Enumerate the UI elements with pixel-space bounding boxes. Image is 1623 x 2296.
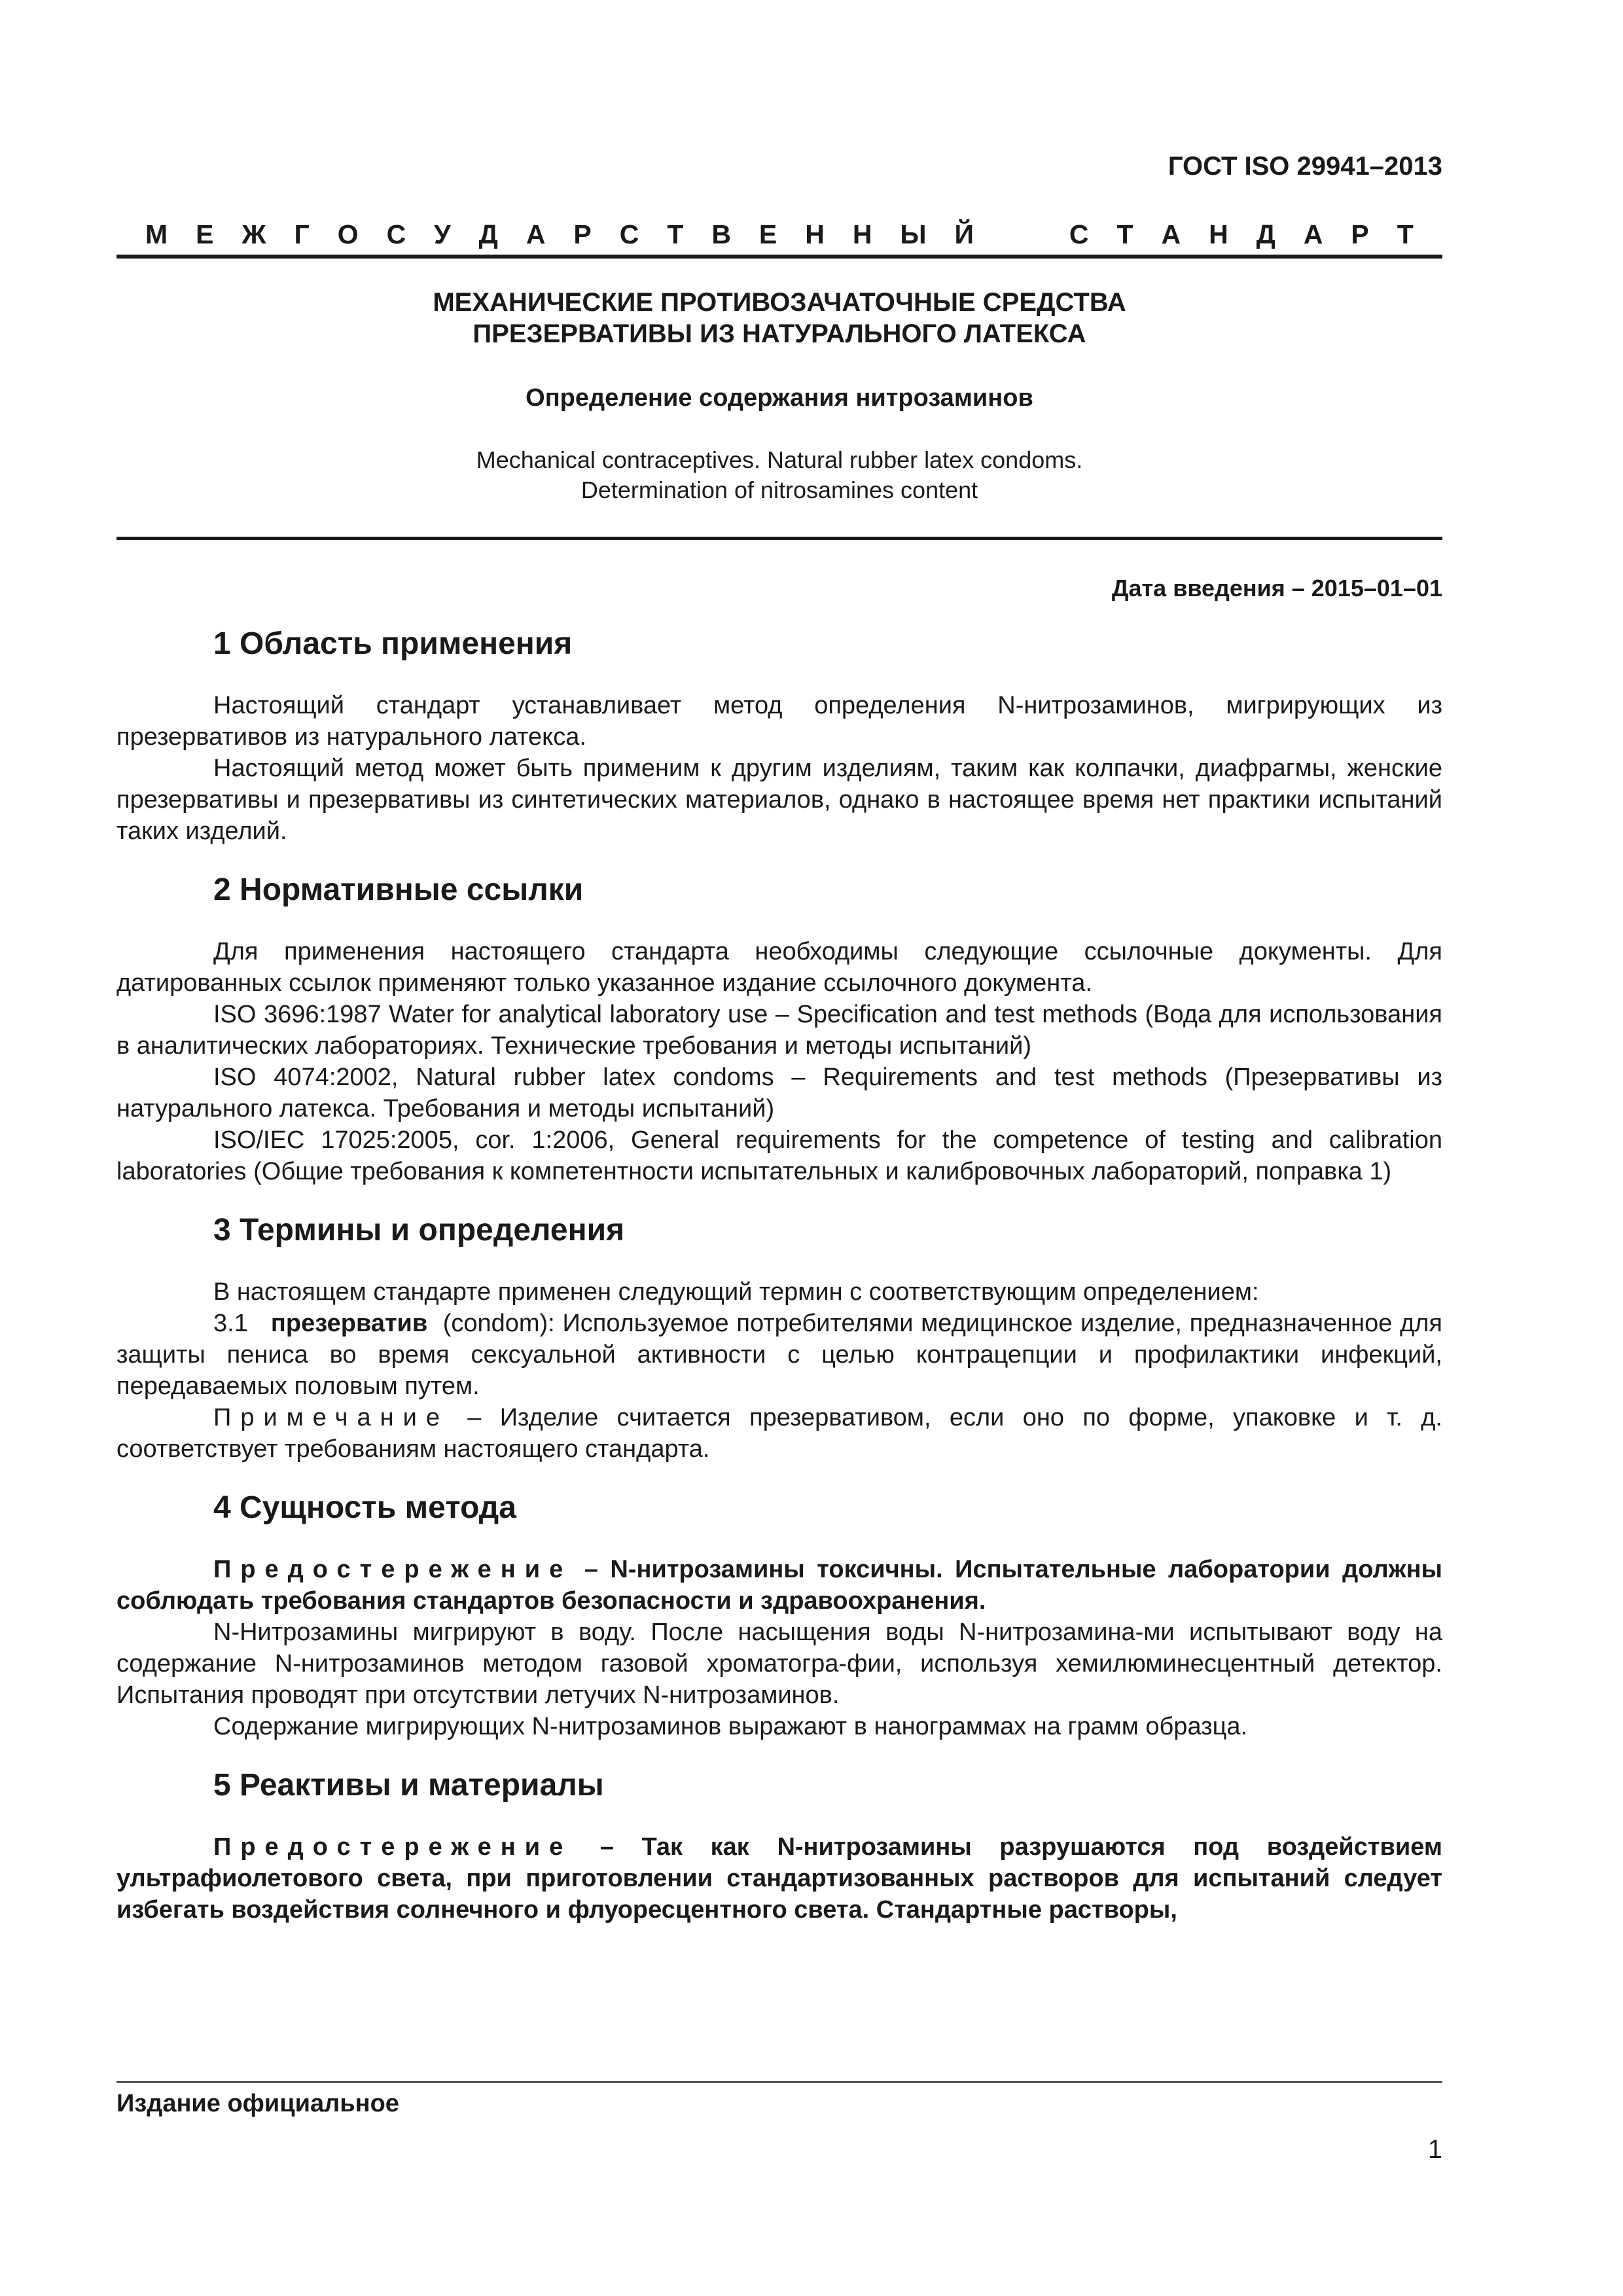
warning-label: Предостережение	[213, 1833, 573, 1861]
banner-letter: А	[1303, 219, 1323, 249]
section-scope	[116, 623, 1442, 847]
document-number: ГОСТ ISO 29941–2013	[1168, 152, 1442, 181]
paragraph: Настоящий метод может быть применим к другим изделиям, таким как колпачки, диафрагмы, женские презервативы и презервативы из синтетических материалов, однако в настоящее время нет практики испытаний таких изделий.	[116, 755, 1442, 845]
banner-letter: Й	[954, 219, 974, 249]
paragraph: Настоящий стандарт устанавливает метод определения N-нитрозаминов, мигрирующих из презервативов из натурального латекса.	[116, 692, 1442, 751]
document-page	[116, 0, 1442, 2296]
english-title-line: Mechanical contraceptives. Natural rubber latex condoms.	[476, 446, 1083, 473]
banner-letter: О	[337, 219, 359, 249]
paragraph: Содержание мигрирующих N-нитрозаминов выражают в нанограммах на грамм образца.	[213, 1713, 1248, 1740]
banner-letter: С	[386, 219, 406, 249]
term-definition	[116, 1308, 1442, 1402]
title-line: МЕХАНИЧЕСКИЕ ПРОТИВОЗАЧАТОЧНЫЕ СРЕДСТВА	[433, 288, 1126, 317]
introduction-date: Дата введения – 2015–01–01	[1111, 575, 1442, 601]
section-method-principle	[116, 1487, 1442, 1742]
banner-letter: Е	[758, 219, 777, 249]
section-heading: 3 Термины и определения	[213, 1213, 625, 1247]
note-paragraph	[116, 1402, 1442, 1465]
banner-letter: Ы	[900, 219, 927, 249]
banner-letter: Н	[805, 219, 825, 249]
section-reagents-materials	[116, 1765, 1442, 1926]
reference-item: ISO 3696:1987 Water for analytical laboratory use – Specification and test methods (Вода для использования в аналитических лабораториях. Технические требования и методы испытаний)	[116, 1001, 1442, 1060]
term-name: презерватив	[270, 1310, 428, 1337]
paragraph: N-Нитрозамины мигрируют в воду. После насыщения воды N-нитрозамина-ми испытывают воду на содержание N-нитрозаминов методом газовой хроматогра-фии, используя хемилюминесцентный детектор. Испытания проводят при отсутствии летучих N-нитрозаминов.	[116, 1619, 1442, 1709]
term-text: (condom): Используемое потребителями медицинское изделие, предназначенное для защиты пениса во время сексуальной активности с целью контрацепции и профилактики инфекций, передаваемых половым путем.	[116, 1310, 1442, 1400]
note-label: Примечание	[213, 1404, 449, 1431]
banner-letter: Ж	[241, 219, 266, 249]
banner-letter: Н	[852, 219, 872, 249]
warning-paragraph	[116, 1554, 1442, 1617]
document-subtitle: Определение содержания нитрозаминов	[526, 384, 1033, 412]
section-heading: 5 Реактивы и материалы	[213, 1768, 604, 1803]
warning-paragraph	[116, 1831, 1442, 1926]
reference-item: ISO 4074:2002, Natural rubber latex condoms – Requirements and test methods (Презервативы из натурального латекса. Требования и методы испытаний)	[116, 1064, 1442, 1122]
term-number: 3.1	[213, 1310, 248, 1337]
section-heading: 4 Сущность метода	[213, 1490, 516, 1525]
warning-text: – N-нитрозамины токсичны. Испытательные лаборатории должны соблюдать требования стандартов безопасности и здравоохранения.	[116, 1556, 1442, 1615]
banner-letter: Г	[294, 219, 310, 249]
banner-letter: Т	[667, 219, 684, 249]
banner-word-gap	[1002, 218, 1041, 251]
banner-letter: Н	[1209, 219, 1228, 249]
banner-letter: Е	[196, 219, 214, 249]
banner-letter: А	[526, 219, 546, 249]
page-number: 1	[1427, 2135, 1442, 2164]
title-line: ПРЕЗЕРВАТИВЫ ИЗ НАТУРАЛЬНОГО ЛАТЕКСА	[473, 319, 1086, 348]
document-title	[116, 287, 1442, 350]
english-title-line: Determination of nitrosamines content	[580, 476, 978, 503]
banner-letter: Т	[1116, 219, 1133, 249]
banner-letter: Р	[1351, 219, 1369, 249]
banner-letter: Р	[573, 219, 592, 249]
document-body	[116, 623, 1442, 1948]
section-normative-references	[116, 869, 1442, 1187]
title-divider	[116, 537, 1442, 540]
warning-label: Предостережение	[213, 1556, 573, 1583]
section-heading: 2 Нормативные ссылки	[213, 872, 584, 907]
paragraph: В настоящем стандарте применен следующий термин с соответствующим определением:	[213, 1278, 1259, 1306]
interstate-standard-banner	[145, 218, 1414, 251]
paragraph: Для применения настоящего стандарта необходимы следующие ссылочные документы. Для датированных ссылок применяют только указанное издание ссылочного документа.	[116, 938, 1442, 997]
banner-letter: Д	[478, 219, 498, 249]
official-edition-label: Издание официальное	[116, 2090, 399, 2117]
banner-letter: Д	[1256, 219, 1275, 249]
banner-letter: С	[619, 219, 639, 249]
banner-letter: С	[1069, 219, 1089, 249]
banner-letter: Т	[1397, 219, 1414, 249]
reference-item: ISO/IEC 17025:2005, cor. 1:2006, General requirements for the competence of testing and calibration laboratories (Общие требования к компетентности испытательных и калибровочных лабораторий, поправка 1)	[116, 1126, 1442, 1185]
english-title	[116, 445, 1442, 505]
warning-text: – Так как N-нитрозамины разрушаются под воздействием ультрафиолетового света, при приготовлении стандартизованных растворов для испытаний следует избегать воздействия солнечного и флуоресцентного света. Стандартные растворы,	[116, 1833, 1442, 1924]
banner-letter: А	[1161, 219, 1181, 249]
section-heading: 1 Область применения	[213, 626, 573, 661]
section-terms-definitions	[116, 1210, 1442, 1465]
header-divider	[116, 255, 1442, 259]
note-text: – Изделие считается презервативом, если оно по форме, упаковке и т. д. соответствует требованиям настоящего стандарта.	[116, 1404, 1442, 1463]
footer-divider	[116, 2081, 1442, 2083]
banner-letter: У	[434, 219, 451, 249]
banner-letter: В	[711, 219, 731, 249]
banner-letter: М	[145, 219, 168, 249]
